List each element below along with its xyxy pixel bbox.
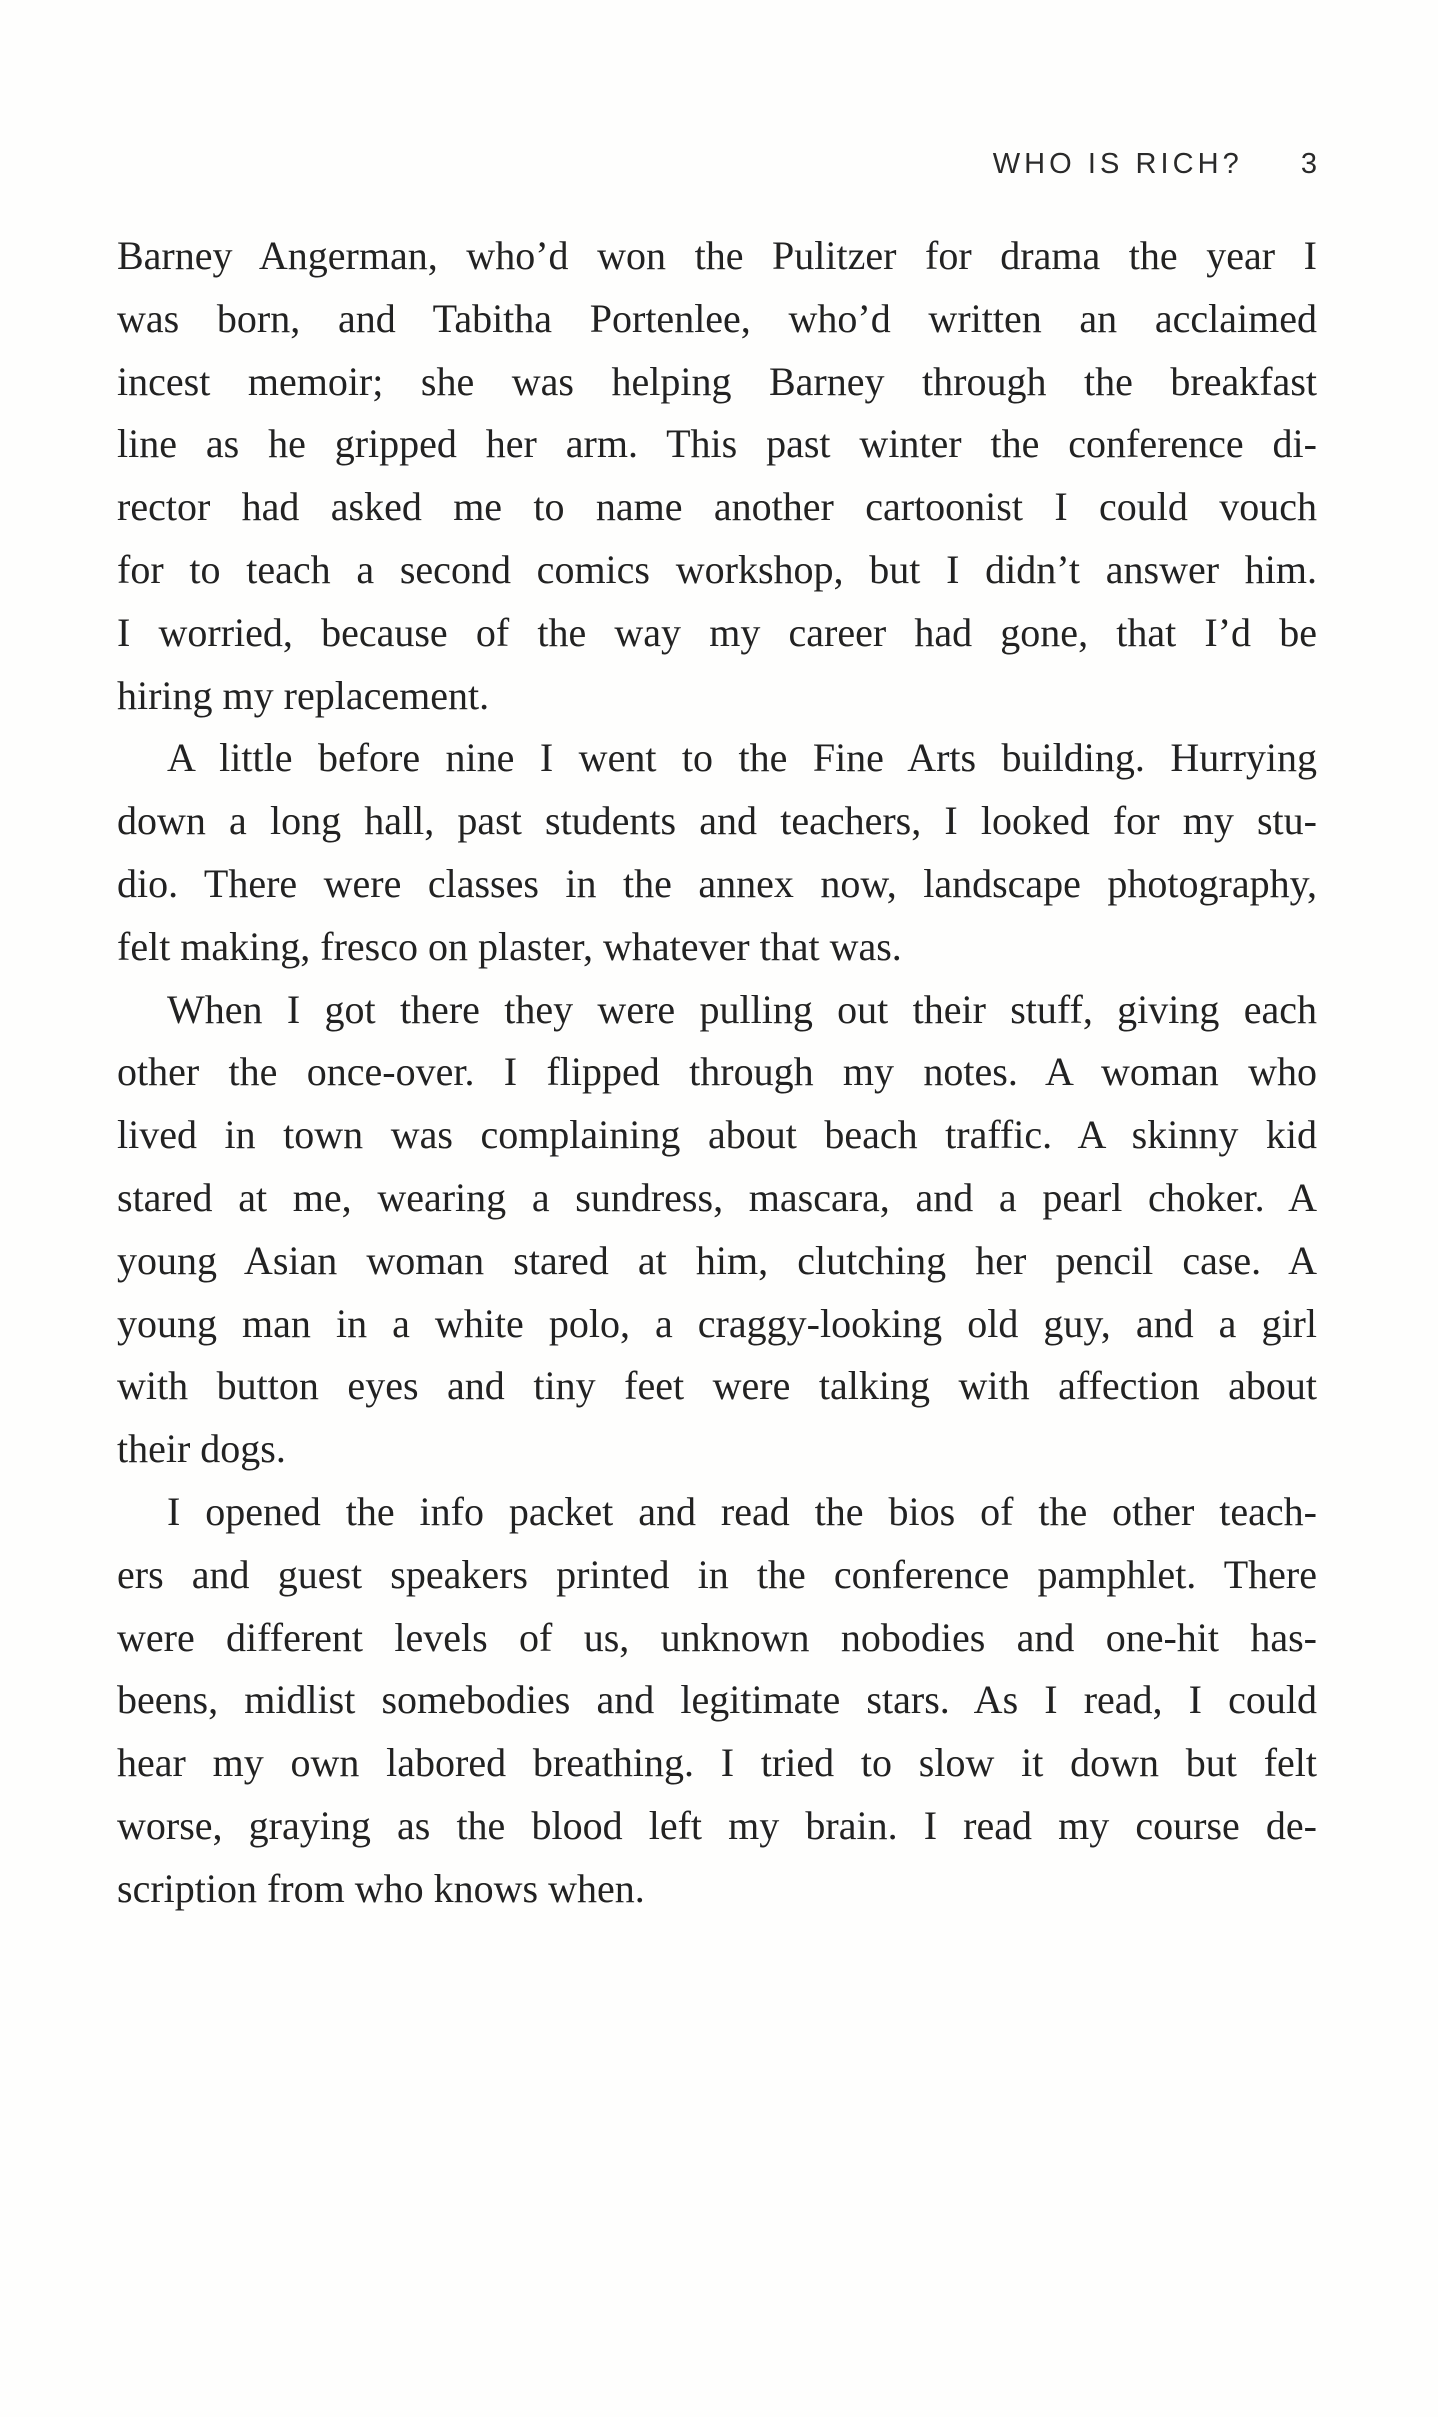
text-line: incest memoir; she was helping Barney through the breakfast [117, 358, 1317, 404]
running-head-title: WHO IS RICH? [992, 147, 1243, 180]
running-head [117, 134, 1317, 194]
text-line: were different levels of us, unknown nobodies and one-hit has- [117, 1614, 1317, 1660]
text-line: for to teach a second comics workshop, but I didn’t answer him. [117, 546, 1317, 592]
text-line: I worried, because of the way my career had gone, that I’d be [117, 609, 1317, 655]
text-line: I opened the info packet and read the bios of the other teach- [167, 1488, 1317, 1534]
text-line: lived in town was complaining about beach traffic. A skinny kid [117, 1112, 1317, 1158]
text-line: ers and guest speakers printed in the conference pamphlet. There [117, 1551, 1317, 1597]
text-line: other the once-over. I flipped through my notes. A woman who [117, 1049, 1317, 1095]
text-line: When I got there they were pulling out their stuff, giving each [167, 986, 1317, 1032]
text-line: was born, and Tabitha Portenlee, who’d written an acclaimed [117, 295, 1317, 341]
paragraph [117, 727, 1317, 978]
text-line: worse, graying as the blood left my brain. I read my course de- [117, 1802, 1317, 1848]
text-line: hiring my replacement. [117, 672, 490, 718]
text-line: rector had asked me to name another cartoonist I could vouch [117, 484, 1317, 530]
text-line: with button eyes and tiny feet were talking with affection about [117, 1363, 1317, 1409]
text-line: A little before nine I went to the Fine Arts building. Hurrying [167, 735, 1317, 781]
text-line: young man in a white polo, a craggy-looking old guy, and a girl [117, 1300, 1317, 1346]
text-line: felt making, fresco on plaster, whatever that was. [117, 923, 902, 969]
text-line: line as he gripped her arm. This past winter the conference di- [117, 421, 1317, 467]
paragraph [117, 979, 1317, 1481]
text-line: scription from who knows when. [117, 1865, 645, 1911]
text-line: stared at me, wearing a sundress, mascara, and a pearl choker. A [117, 1174, 1317, 1220]
text-line: hear my own labored breathing. I tried to slow it down but felt [117, 1740, 1317, 1786]
text-line: beens, midlist somebodies and legitimate stars. As I read, I could [117, 1677, 1317, 1723]
text-line: Barney Angerman, who’d won the Pulitzer for drama the year I [117, 233, 1317, 278]
text-line: young Asian woman stared at him, clutching her pencil case. A [117, 1237, 1317, 1283]
paragraph [117, 1481, 1317, 1921]
paragraph [117, 225, 1317, 727]
text-line: their dogs. [117, 1426, 286, 1472]
text-line: down a long hall, past students and teachers, I looked for my stu- [117, 798, 1317, 844]
page-number: 3 [1300, 147, 1317, 180]
body-text [117, 225, 1317, 1921]
text-line: dio. There were classes in the annex now, landscape photography, [117, 860, 1317, 906]
